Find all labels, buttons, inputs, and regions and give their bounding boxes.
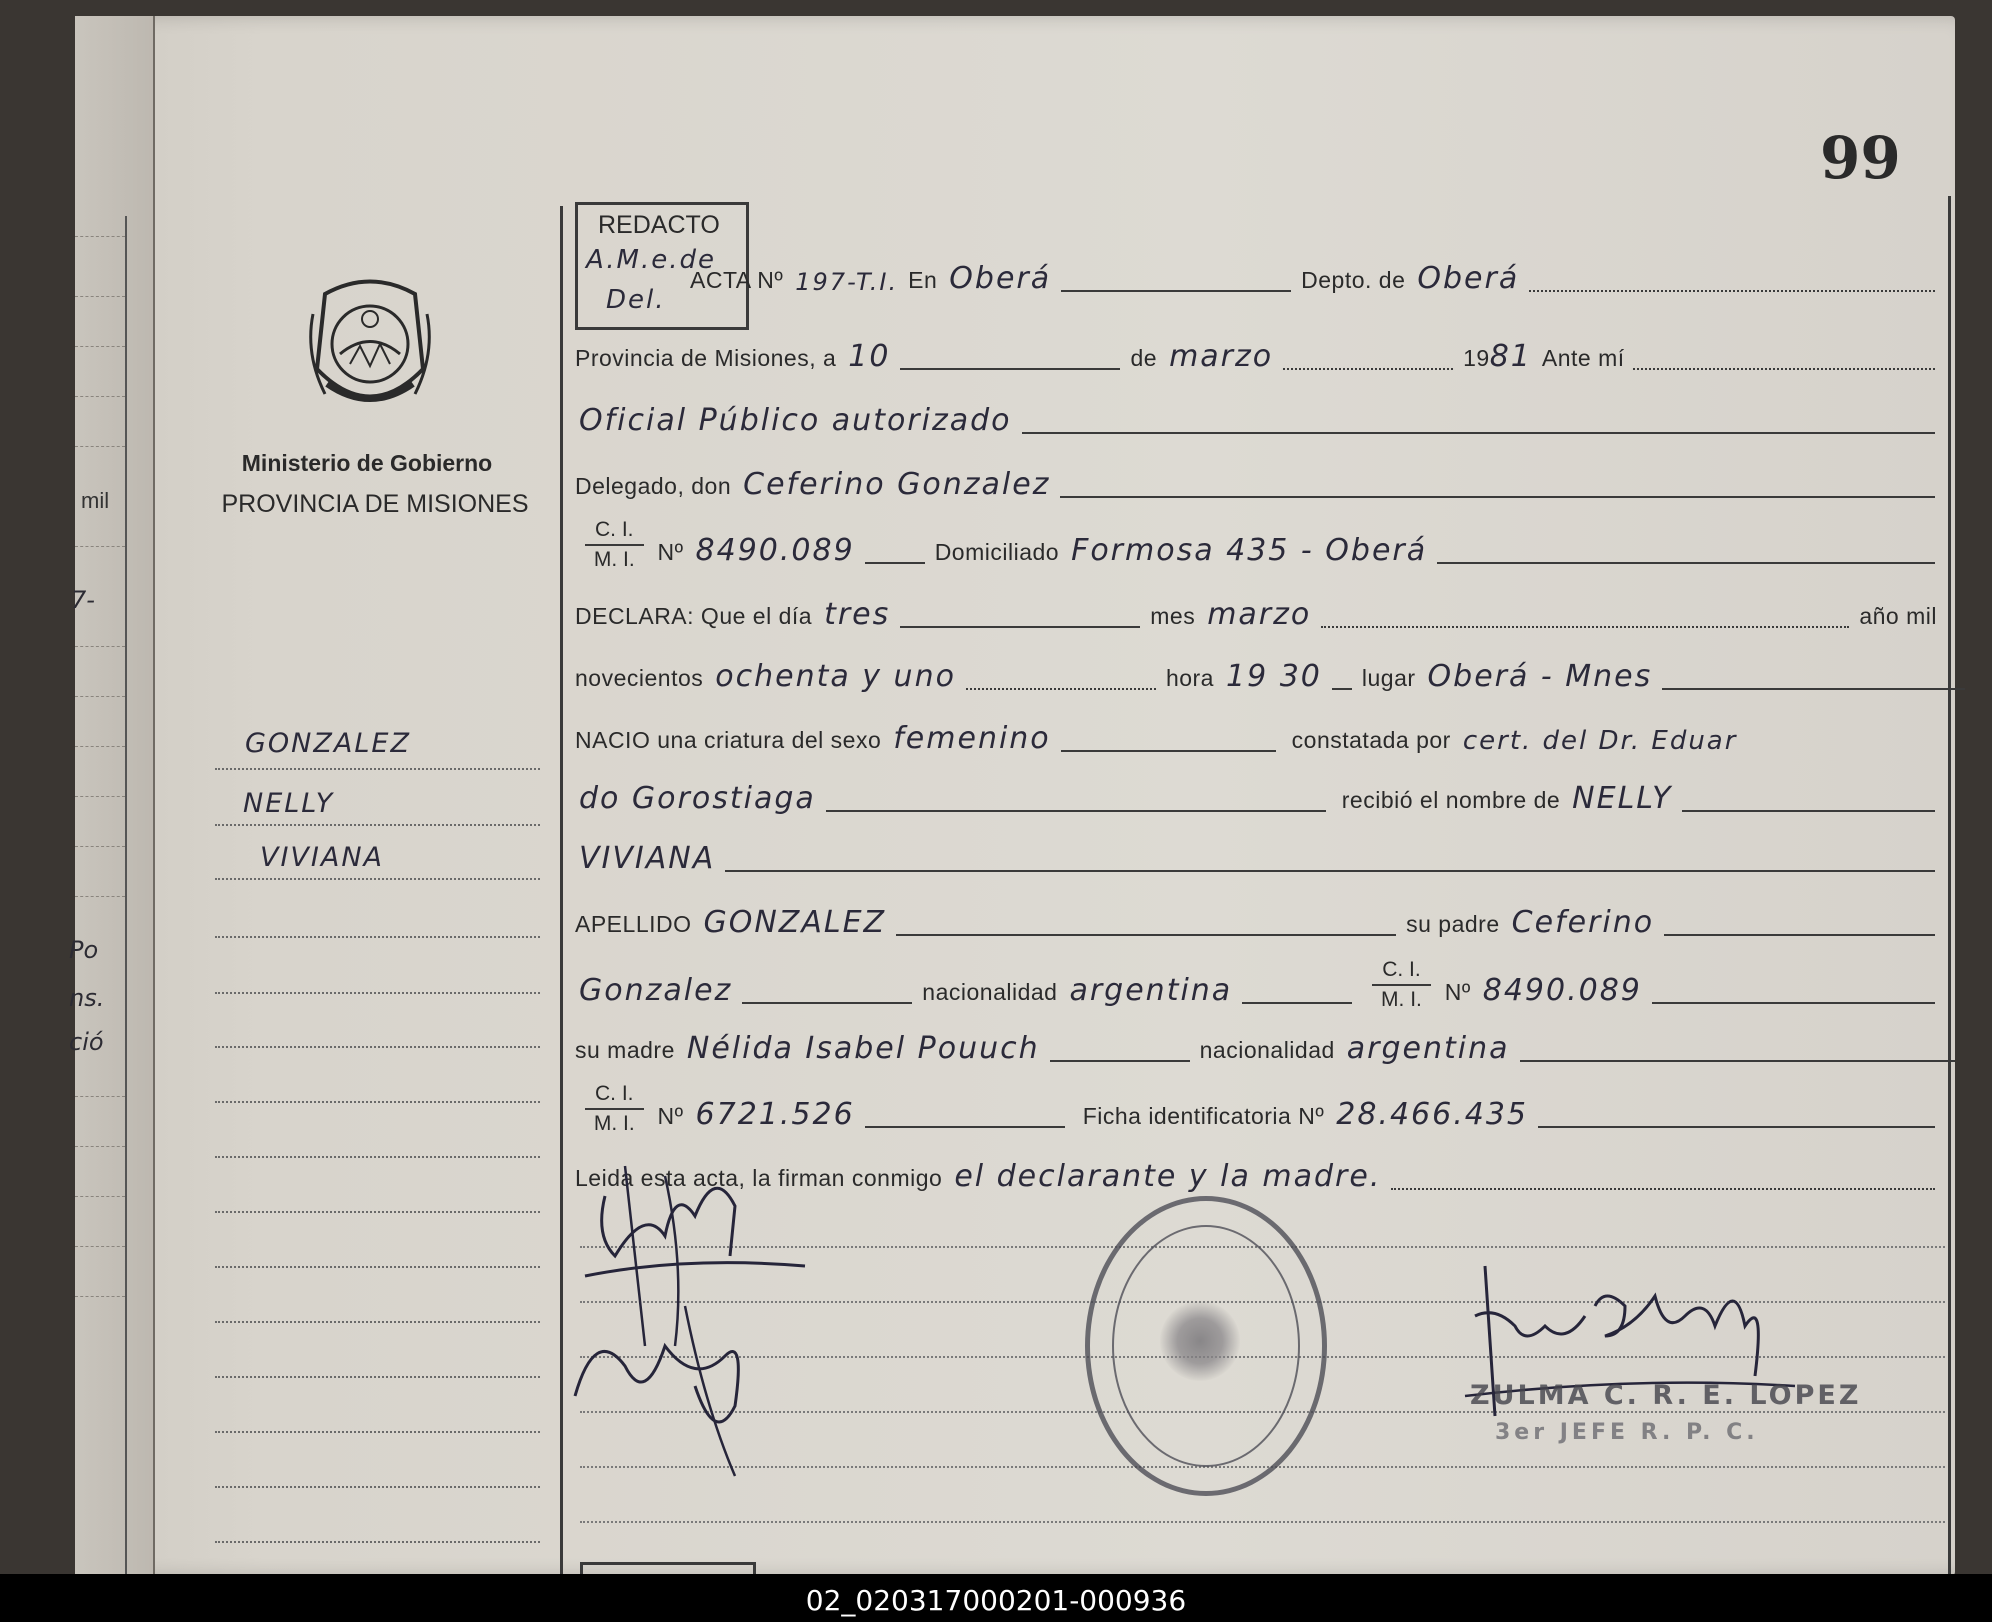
father-name-2: Gonzalez (579, 973, 733, 1008)
redacto-value-1: A.M.e.de (586, 245, 716, 275)
ficha-label: Ficha identificatoria Nº (1082, 1103, 1325, 1129)
mother-ci-label: C. I. (585, 1082, 644, 1110)
acta-label: ACTA Nº (690, 267, 784, 293)
delegado-doc: 8490.089 (695, 533, 855, 568)
left-fragment-cio: ció (69, 1028, 104, 1056)
signers-value: el declarante y la madre. (954, 1159, 1382, 1194)
margin-name-1: NELLY (243, 788, 335, 819)
form-line-hora (575, 654, 1975, 700)
officer-name-stamp: ZULMA C. R. E. LOPEZ (1470, 1380, 1862, 1411)
margin-name-2: VIVIANA (260, 842, 385, 873)
constatada-label: constatada por (1291, 727, 1451, 753)
declara-label: DECLARA: Que el día (575, 603, 813, 629)
form-line-declara (575, 592, 1945, 638)
mother-ci-mi-fraction (585, 1082, 644, 1136)
padre-label: su padre (1406, 911, 1500, 937)
depto-label: Depto. de (1301, 267, 1406, 293)
provincial-seal-icon (305, 274, 435, 424)
left-fragment-po: Po (69, 936, 99, 964)
acta-number: 197-T.I. (795, 268, 899, 296)
officer-title-stamp: 3er JEFE R. P. C. (1495, 1420, 1759, 1445)
form-line-apellido (575, 900, 1945, 946)
page-number: 99 (1820, 124, 1901, 192)
given-name-2: VIVIANA (579, 841, 716, 876)
form-line-nacio (575, 716, 1945, 762)
delegado-name: Ceferino Gonzalez (743, 467, 1051, 502)
form-line-oficial (575, 398, 1945, 444)
domicilio-value: Formosa 435 - Oberá (1071, 533, 1428, 568)
father-num-label: Nº (1444, 979, 1471, 1005)
mother-nationality: argentina (1346, 1031, 1510, 1066)
father-doc: 8490.089 (1482, 973, 1642, 1008)
image-caption: 02_020317000201-000936 (805, 1584, 1187, 1617)
year-prefix: 19 (1463, 345, 1490, 371)
ci-mi-fraction (585, 518, 644, 572)
domicilio-label: Domiciliado (934, 539, 1060, 565)
birth-day: tres (824, 597, 891, 632)
sex-value: femenino (893, 721, 1051, 756)
nacio-label: NACIO una criatura del sexo (575, 727, 882, 753)
form-line-padre-nac (575, 952, 1945, 1014)
form-right-rule (1948, 196, 1951, 1596)
lugar-label: lugar (1361, 665, 1416, 691)
left-fragment-ns: ns. (69, 984, 105, 1012)
constatada-value-1: cert. del Dr. Eduar (1462, 726, 1738, 756)
mother-num-label: Nº (657, 1103, 684, 1129)
provincia-label: Provincia de Misiones, a (575, 345, 837, 371)
hora-label: hora (1165, 665, 1214, 691)
margin-rule (125, 216, 127, 1586)
ante-label: Ante mí (1541, 345, 1625, 371)
left-fragment-dash: 7- (71, 586, 95, 614)
province-name: PROVINCIA DE MISIONES (221, 490, 529, 518)
birth-hour: 19 30 (1225, 659, 1322, 694)
act-month: marzo (1169, 339, 1274, 374)
num-label: Nº (657, 539, 684, 565)
form-line-recibio (575, 776, 1945, 822)
acta-place: Oberá (949, 261, 1052, 296)
en-label: En (908, 267, 938, 293)
father-name-1: Ceferino (1511, 905, 1655, 940)
declarant-signature (565, 1146, 825, 1486)
form-line-acta (690, 256, 1945, 302)
margin-surname: GONZALEZ (245, 728, 411, 759)
novecientos-label: novecientos (575, 665, 704, 691)
given-name-1: NELLY (1572, 781, 1673, 816)
year-suffix: 81 (1489, 339, 1532, 374)
surname-value: GONZALEZ (703, 905, 887, 940)
form-line-nombre (575, 836, 1945, 882)
anio-label: año mil (1859, 603, 1937, 629)
delegado-label: Delegado, don (575, 473, 732, 499)
leida-label: Leida esta acta, la firman conmigo (575, 1165, 943, 1191)
ficha-value: 28.466.435 (1336, 1097, 1529, 1132)
father-ci-mi-fraction (1372, 958, 1431, 1012)
form-line-fecha (575, 334, 1945, 380)
madre-label: su madre (575, 1037, 675, 1063)
stamp-emblem-icon (1160, 1301, 1240, 1381)
form-line-madre (575, 1026, 1965, 1072)
de-label: de (1130, 345, 1158, 371)
caption-bar (0, 1574, 1992, 1622)
father-nationality: argentina (1069, 973, 1233, 1008)
recibio-label: recibió el nombre de (1341, 787, 1561, 813)
left-fragment-mil: mil (81, 488, 110, 513)
mother-doc: 6721.526 (695, 1097, 855, 1132)
apellido-label: APELLIDO (575, 911, 692, 937)
mother-name: Nélida Isabel Pouuch (686, 1031, 1040, 1066)
birth-year: ochenta y uno (715, 659, 956, 694)
registry-stamp (1085, 1196, 1327, 1496)
father-mi-label: M. I. (1381, 988, 1422, 1011)
father-ci-label: C. I. (1372, 958, 1431, 986)
father-nacionalidad-label: nacionalidad (922, 979, 1058, 1005)
ci-label: C. I. (585, 518, 644, 546)
mother-mi-label: M. I. (593, 1112, 635, 1135)
register-page (69, 16, 1955, 1576)
form-line-domicilio (575, 518, 1945, 574)
official-title: Oficial Público autorizado (579, 403, 1012, 438)
depto-value: Oberá (1417, 261, 1520, 296)
left-page-edge (69, 16, 155, 1586)
redacto-label: REDACTO (598, 211, 720, 239)
ministry-name: Ministerio de Gobierno (241, 450, 493, 476)
form-line-delegado (575, 462, 1945, 508)
redacto-value-2: Del. (606, 285, 666, 315)
form-left-rule (560, 206, 563, 1606)
form-line-ficha (575, 1082, 1945, 1138)
constatada-value-2: do Gorostiaga (579, 781, 816, 816)
birth-month: marzo (1207, 597, 1312, 632)
mother-nacionalidad-label: nacionalidad (1199, 1037, 1335, 1063)
birth-place: Oberá - Mnes (1427, 659, 1653, 694)
mes-label: mes (1150, 603, 1196, 629)
mi-label: M. I. (593, 548, 635, 571)
act-day: 10 (848, 339, 891, 374)
